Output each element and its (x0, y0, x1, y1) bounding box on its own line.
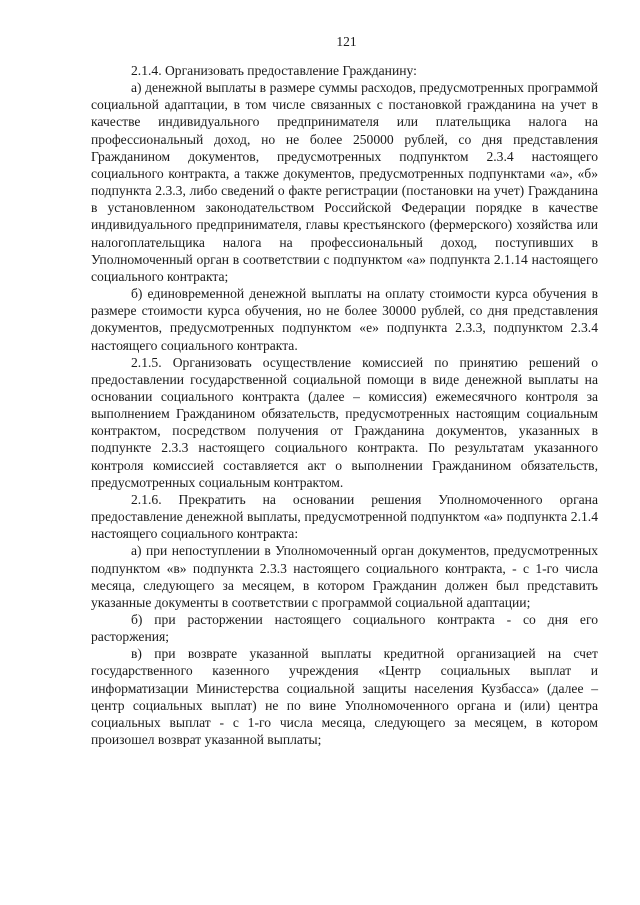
clause-2-1-6-b: б) при расторжении настоящего социального контракта - со дня его расторжения; (91, 612, 598, 645)
clause-2-1-6-heading: 2.1.6. Прекратить на основании решения Уполномоченного органа предоставление денежной выплаты, предусмотренной подпунктом «а» подпункта 2.1.4 настоящего социального контракта: (91, 491, 598, 542)
clause-2-1-5: 2.1.5. Организовать осуществление комиссией по принятию решений о предоставлении государственной социальной помощи в виде денежной выплаты на основании социального контракта (далее – комиссия) ежемесячного контроля за выполнением Гражданином обязательств, предусмотренных настоящим социальным контрактом, посредством получения от Гражданина документов, указанных в подпункте 2.3.3 настоящего социального контракта. По результатам указанного контроля комиссией составляется акт о выполнении Гражданином обязательств, предусмотренных социальным контрактом. (91, 354, 598, 490)
clause-2-1-6-v: в) при возврате указанной выплаты кредитной организацией на счет государственного казенного учреждения «Центр социальных выплат и информатизации Министерства социальной защиты населения Кузбасса» (далее – центр социальных выплат) не по вине Уполномоченного органа и (или) центра социальных выплат - с 1-го числа месяца, следующего за месяцем, в котором произошел возврат указанной выплаты; (91, 646, 598, 748)
clause-2-1-6-a: а) при непоступлении в Уполномоченный орган документов, предусмотренных подпунктом «в» подпункта 2.3.3 настоящего социального контракта, - с 1-го числа месяца, следующего за месяцем, в котором Гражданин должен был представить указанные документы в соответствии с программой социальной адаптации; (91, 543, 598, 610)
clause-2-1-4-a: а) денежной выплаты в размере суммы расходов, предусмотренных программой социальной адаптации, в том числе связанных с постановкой гражданина на учет в качестве индивидуального предпринимателя или плательщика налога на профессиональный доход, но не более 250000 рублей, со дня представления Гражданином документов, предусмотренных подпунктом 2.3.4 настоящего социального контракта, а также документов, предусмотренных подпунктами «а», «б» подпункта 2.3.3, либо сведений о факте регистрации (постановки на учет) Гражданина в установленном законодательством Российской Федерации порядке в качестве индивидуального предпринимателя, главы крестьянского (фермерского) хозяйства или налогоплательщика налога на профессиональный доход, поступивших в Уполномоченный орган в соответствии с подпунктом «а» подпункта 2.1.14 настоящего социального контракта; (91, 80, 598, 284)
page-number: 121 (336, 34, 357, 49)
clause-2-1-4-heading: 2.1.4. Организовать предоставление Гражданину: (131, 63, 417, 78)
clause-2-1-4-b: б) единовременной денежной выплаты на оплату стоимости курса обучения в размере стоимости курса обучения, но не более 30000 рублей, со дня представления документов, предусмотренных подпунктом «е» подпункта 2.3.3, подпунктом 2.3.4 настоящего социального контракта. (91, 286, 598, 353)
